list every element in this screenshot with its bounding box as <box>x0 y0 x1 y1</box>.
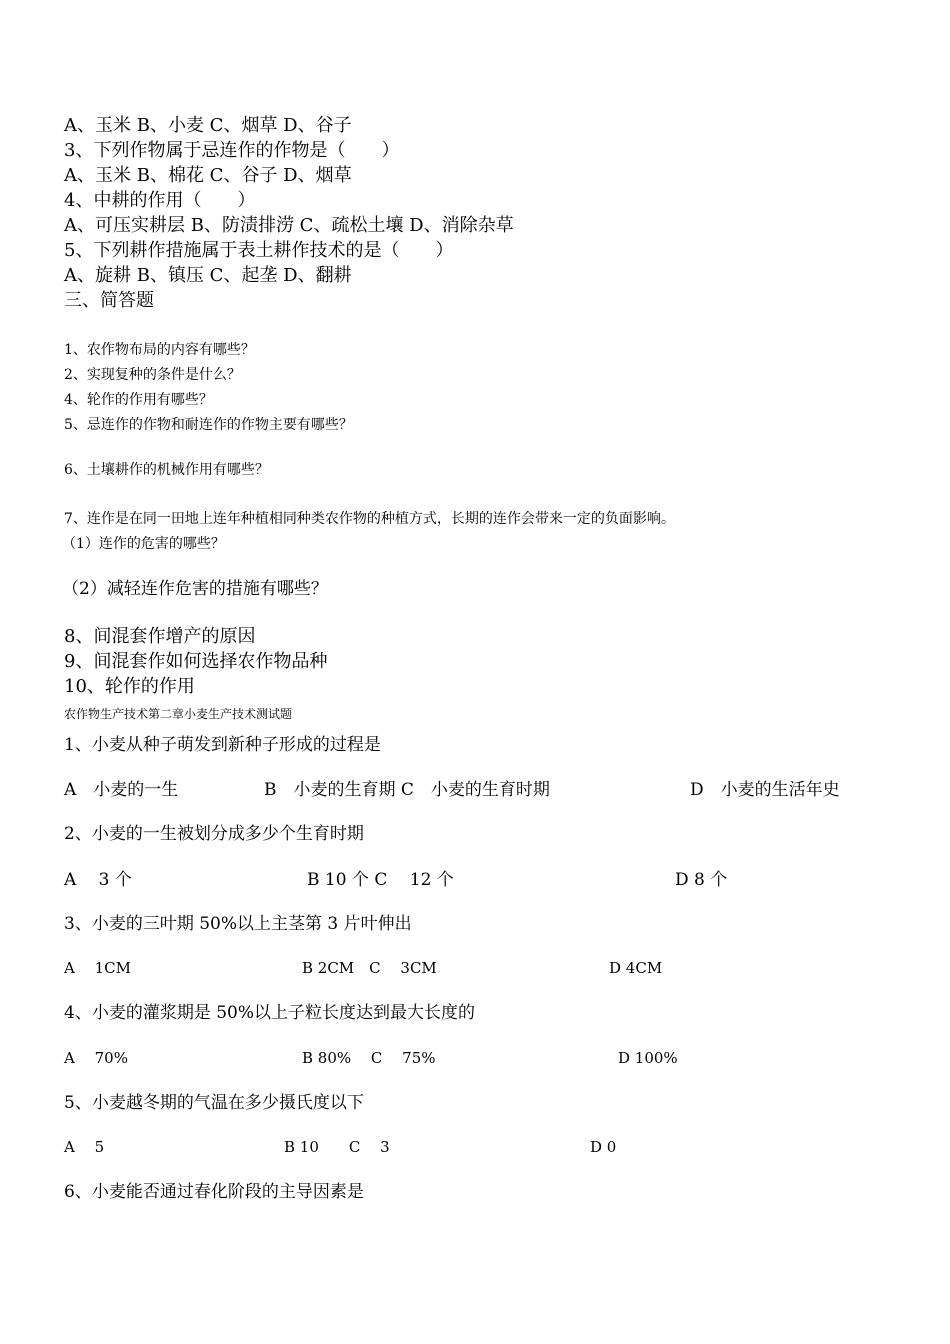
options-line: A、旋耕 B、镇压 C、起垄 D、翻耕 <box>64 265 352 286</box>
option-b-c: B 10 个 C 12 个 <box>307 870 454 890</box>
mc-options <box>64 872 924 892</box>
option-a: A 小麦的一生 <box>64 780 179 800</box>
option-a: A 3 个 <box>64 870 132 890</box>
short-answer-question: 2、实现复种的条件是什么？ <box>64 367 241 383</box>
option-a: A 5 <box>64 1138 105 1156</box>
option-a: A 1CM <box>64 959 131 977</box>
short-answer-question: 9、间混套作如何选择农作物品种 <box>64 651 328 672</box>
option-d: D 小麦的生活年史 <box>690 780 840 800</box>
short-answer-question: 7、连作是在同一田地上连年种植相同种类农作物的种植方式，长期的连作会带来一定的负面影响。 <box>64 511 675 527</box>
mc-question: 4、小麦的灌浆期是 50%以上子粒长度达到最大长度的 <box>64 1003 476 1023</box>
short-answer-question: 5、忌连作的作物和耐连作的作物主要有哪些？ <box>64 417 353 433</box>
option-d: D 0 <box>590 1138 617 1156</box>
section-heading: 三、简答题 <box>64 290 154 311</box>
mc-question: 3、小麦的三叶期 50%以上主茎第 3 片叶伸出 <box>64 914 412 934</box>
option-b-c: B 小麦的生育期 C 小麦的生育时期 <box>264 780 550 800</box>
question-line: 4、中耕的作用（ ） <box>64 190 256 211</box>
options-line: A、可压实耕层 B、防渍排涝 C、疏松土壤 D、消除杂草 <box>64 215 514 236</box>
mc-question: 5、小麦越冬期的气温在多少摄氏度以下 <box>64 1093 364 1113</box>
option-d: D 8 个 <box>675 870 728 890</box>
option-d: D 4CM <box>609 959 663 977</box>
short-answer-question: 8、间混套作增产的原因 <box>64 626 256 647</box>
option-a: A 70% <box>64 1049 128 1067</box>
question-line: 3、下列作物属于忌连作的作物是（ ） <box>64 140 400 161</box>
mc-options <box>64 961 924 981</box>
short-answer-question: 4、轮作的作用有哪些？ <box>64 392 213 408</box>
sub-question: （1）连作的危害的哪些？ <box>62 536 225 552</box>
option-b-c: B 10 C 3 <box>284 1138 390 1156</box>
option-b-c: B 2CM C 3CM <box>302 959 437 977</box>
options-line: A、玉米 B、小麦 C、烟草 D、谷子 <box>64 115 352 136</box>
short-answer-question: 6、土壤耕作的机械作用有哪些？ <box>64 462 269 478</box>
mc-options <box>64 1051 924 1071</box>
short-answer-question: 1、农作物布局的内容有哪些？ <box>64 342 255 358</box>
mc-question: 1、小麦从种子萌发到新种子形成的过程是 <box>64 735 381 755</box>
option-b-c: B 80% C 75% <box>302 1049 436 1067</box>
test-title: 农作物生产技术第二章小麦生产技术测试题 <box>64 707 293 721</box>
sub-question: （2）减轻连作危害的措施有哪些？ <box>62 579 328 599</box>
mc-options <box>64 782 924 802</box>
question-line: 5、下列耕作措施属于表土耕作技术的是（ ） <box>64 240 454 261</box>
options-line: A、玉米 B、棉花 C、谷子 D、烟草 <box>64 165 352 186</box>
short-answer-question: 10、轮作的作用 <box>64 676 195 697</box>
mc-options <box>64 1140 924 1160</box>
mc-question: 6、小麦能否通过春化阶段的主导因素是 <box>64 1182 364 1202</box>
option-d: D 100% <box>618 1049 678 1067</box>
mc-question: 2、小麦的一生被划分成多少个生育时期 <box>64 824 364 844</box>
